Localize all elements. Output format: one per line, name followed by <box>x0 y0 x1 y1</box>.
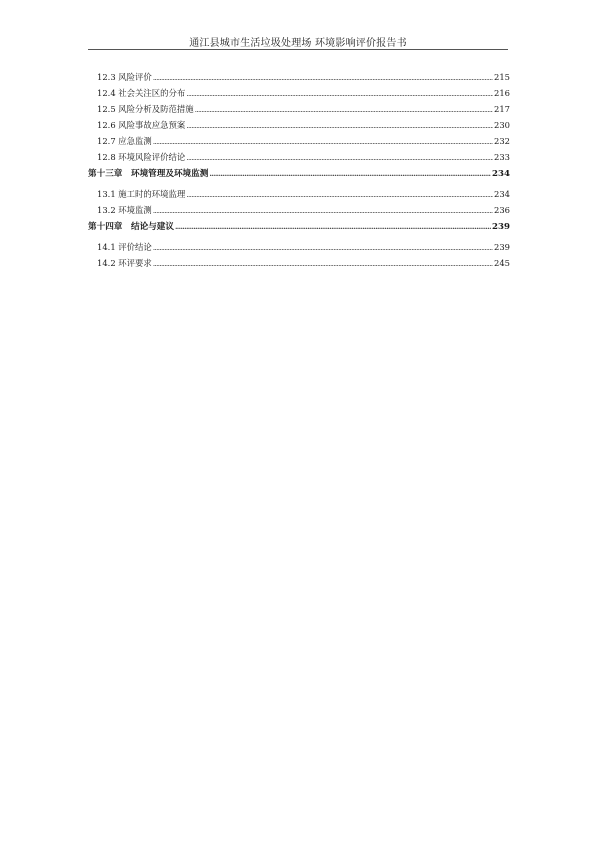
toc-dot-leader <box>175 222 491 232</box>
toc-chapter-page: 234 <box>492 169 510 179</box>
toc-chapter-title: 第十四章 结论与建议 <box>88 222 174 232</box>
toc-entry-page: 233 <box>494 152 510 162</box>
toc-entry-page: 232 <box>494 136 510 146</box>
header-divider <box>88 49 508 50</box>
toc-dot-leader <box>153 259 493 269</box>
toc-dot-leader <box>153 137 493 147</box>
toc-entry-page: 215 <box>494 72 510 82</box>
toc-dot-leader <box>186 121 493 131</box>
toc-entry-title: 13.1 施工时的环境监理 <box>97 189 186 199</box>
toc-entry-14-2[interactable] <box>88 258 510 274</box>
toc-entry-12-4[interactable] <box>88 88 510 104</box>
toc-entry-title: 13.2 环境监测 <box>97 205 152 215</box>
toc-entry-page: 245 <box>494 258 510 268</box>
toc-dot-leader <box>186 153 493 163</box>
toc-entry-title: 14.1 评价结论 <box>97 242 152 252</box>
toc-entry-title: 12.6 风险事故应急预案 <box>97 120 186 130</box>
toc-entry-page: 216 <box>494 88 510 98</box>
toc-entry-12-3[interactable] <box>88 72 510 88</box>
toc-dot-leader <box>153 206 493 216</box>
toc-entry-title: 12.8 环境风险评价结论 <box>97 152 186 162</box>
toc-dot-leader <box>195 105 493 115</box>
toc-dot-leader <box>153 73 493 83</box>
toc-entry-13-1[interactable] <box>88 189 510 205</box>
toc-chapter-13[interactable] <box>88 169 510 191</box>
toc-entry-13-2[interactable] <box>88 205 510 221</box>
toc-entry-page: 236 <box>494 205 510 215</box>
toc-dot-leader <box>153 243 493 253</box>
toc-entry-title: 12.5 风险分析及防范措施 <box>97 104 194 114</box>
toc-chapter-page: 239 <box>492 222 510 232</box>
toc-entry-12-7[interactable] <box>88 136 510 152</box>
toc-entry-14-1[interactable] <box>88 242 510 258</box>
toc-chapter-14[interactable] <box>88 222 510 244</box>
toc-entry-title: 14.2 环评要求 <box>97 258 152 268</box>
toc-entry-12-8[interactable] <box>88 152 510 168</box>
toc-dot-leader <box>186 190 493 200</box>
toc-entry-12-6[interactable] <box>88 120 510 136</box>
toc-entry-title: 12.7 应急监测 <box>97 136 152 146</box>
toc-dot-leader <box>186 89 493 99</box>
toc-entry-page: 230 <box>494 120 510 130</box>
toc-entry-title: 12.3 风险评价 <box>97 72 152 82</box>
table-of-contents <box>88 72 510 274</box>
toc-entry-page: 217 <box>494 104 510 114</box>
toc-entry-12-5[interactable] <box>88 104 510 120</box>
page-header: 通江县城市生活垃圾处理场 环境影响评价报告书 <box>189 38 407 49</box>
toc-entry-page: 239 <box>494 242 510 252</box>
toc-chapter-title: 第十三章 环境管理及环境监测 <box>88 169 209 179</box>
toc-entry-title: 12.4 社会关注区的分布 <box>97 88 186 98</box>
toc-entry-page: 234 <box>494 189 510 199</box>
toc-dot-leader <box>209 169 491 179</box>
